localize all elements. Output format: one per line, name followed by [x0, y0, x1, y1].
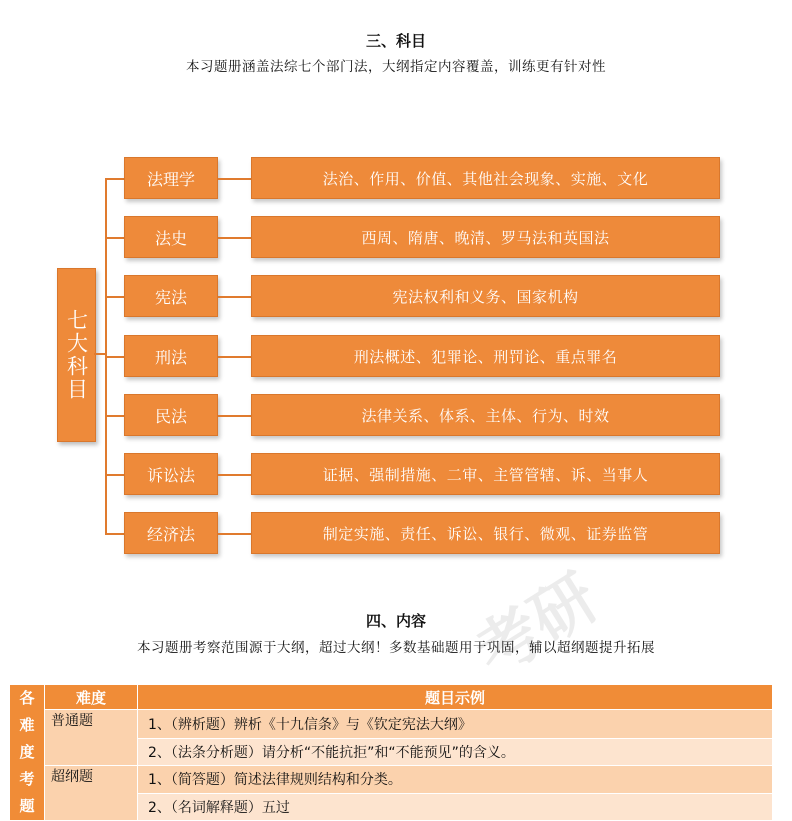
table-header-row — [10, 685, 773, 710]
subject-connector — [218, 356, 251, 358]
example-cell — [138, 710, 773, 739]
subject-box-3: 刑法 — [124, 335, 218, 377]
example-text: 1、（简答题）简述法律规则结构和分类。 — [148, 772, 402, 789]
section3-heading: 三、科目 — [365, 32, 426, 50]
subject-box-6: 经济法 — [124, 512, 218, 554]
branch-line — [105, 533, 124, 535]
branch-line — [105, 415, 124, 417]
section4-heading: 四、内容 — [365, 612, 426, 630]
subject-desc-0: 法治、作用、价值、其他社会现象、实施、文化 — [251, 157, 720, 199]
subject-box-4: 民法 — [124, 394, 218, 436]
subject-desc-6: 制定实施、责任、诉讼、银行、微观、证券监管 — [251, 512, 720, 554]
table-row — [10, 765, 773, 794]
subject-desc-4: 法律关系、体系、主体、行为、时效 — [251, 394, 720, 436]
subject-box-1: 法史 — [124, 216, 218, 258]
subject-connector — [218, 533, 251, 535]
branch-line — [105, 178, 124, 180]
header-examples: 题目示例 — [138, 685, 773, 710]
example-text: 2、（法条分析题）请分析“不能抗拒”和“不能预见”的含义。 — [148, 744, 515, 761]
section3-subtitle: 本习题册涵盖法综七个部门法，大纲指定内容覆盖，训练更有针对性 — [186, 59, 606, 75]
subject-box-2: 宪法 — [124, 275, 218, 317]
subject-connector — [218, 415, 251, 417]
subject-connector — [218, 237, 251, 239]
diagram-root-box — [57, 268, 96, 442]
example-cell — [138, 738, 773, 765]
example-text: 2、（名词解释题）五过 — [148, 800, 290, 816]
subject-connector — [218, 296, 251, 298]
example-text: 1、（辨析题）辨析《十九信条》与《钦定宪法大纲》 — [148, 716, 472, 733]
subject-connector — [218, 474, 251, 476]
subject-desc-2: 宪法权利和义务、国家机构 — [251, 275, 720, 317]
branch-line — [105, 296, 124, 298]
header-level: 难度 — [45, 685, 138, 710]
subject-desc-3: 刑法概述、犯罪论、刑罚论、重点罪名 — [251, 335, 720, 377]
difficulty-table — [9, 684, 773, 821]
diagram-root-label: 七大科目 — [64, 309, 89, 401]
branch-line — [105, 356, 124, 358]
level-cell: 普通题 — [45, 710, 138, 766]
example-cell — [138, 765, 773, 794]
subject-desc-1: 西周、隋唐、晚清、罗马法和英国法 — [251, 216, 720, 258]
section4-subtitle: 本习题册考察范围源于大纲，超过大纲！多数基础题用于巩固，辅以超纲题提升拓展 — [137, 640, 655, 656]
example-cell — [138, 794, 773, 821]
table-row — [10, 710, 773, 739]
subject-desc-5: 证据、强制措施、二审、主管管辖、诉、当事人 — [251, 453, 720, 495]
level-cell: 超纲题 — [45, 765, 138, 821]
difficulty-column-label: 各难度考题 — [10, 685, 45, 821]
subject-box-5: 诉讼法 — [124, 453, 218, 495]
branch-line — [105, 474, 124, 476]
subject-box-0: 法理学 — [124, 157, 218, 199]
branch-line — [105, 237, 124, 239]
watermark: 考研 — [463, 560, 612, 692]
subject-connector — [218, 178, 251, 180]
